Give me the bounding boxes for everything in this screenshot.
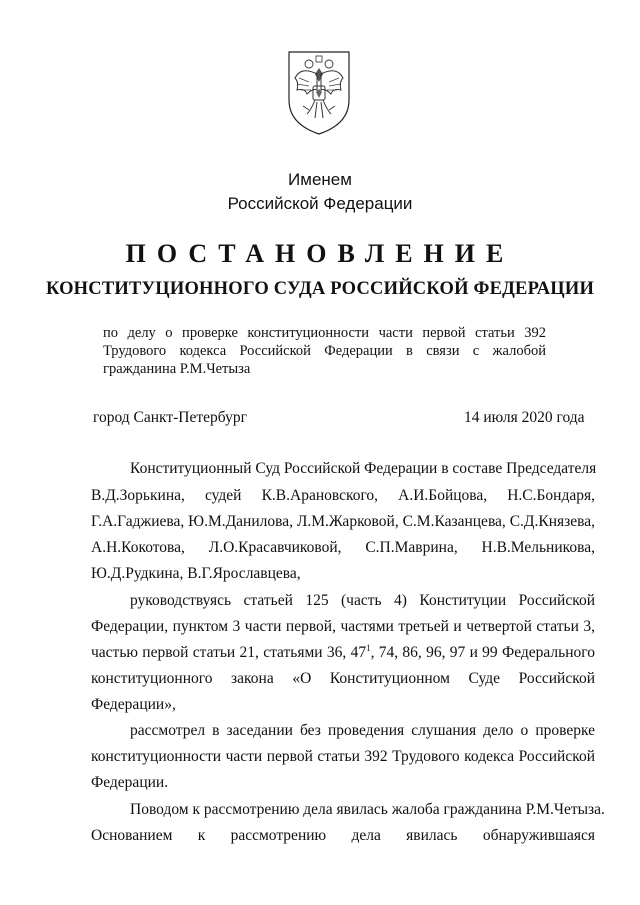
header-line-federation: Российской Федерации xyxy=(227,194,413,213)
russian-coat-of-arms-icon xyxy=(279,48,359,136)
body-text-line: рассмотрел в заседании без проведения слушания дело о проверке xyxy=(130,722,595,739)
case-description-line: Трудового кодекса Российской Федерации в связи с жалобой xyxy=(103,343,546,359)
body-text-line: Основанием к рассмотрению дела явилась обнаружившаяся xyxy=(91,827,595,844)
body-text-line: конституционного закона «О Конституционном Суде Российской xyxy=(91,670,595,687)
case-description-line: гражданина Р.М.Четыза xyxy=(103,361,251,377)
body-text-line: А.Н.Кокотова, Л.О.Красавчиковой, С.П.Маврина, Н.В.Мельникова, xyxy=(91,539,595,556)
document-place: город Санкт-Петербург xyxy=(93,409,247,426)
body-text-line: Поводом к рассмотрению дела явилась жалоба гражданина Р.М.Четыза. xyxy=(130,801,605,818)
body-text-line: Федерации, пунктом 3 части первой, частями третьей и четвертой статьи 3, xyxy=(91,618,595,635)
body-text-line: Федерации. xyxy=(91,774,169,791)
body-text-line: Ю.Д.Рудкина, В.Г.Ярославцева, xyxy=(91,565,301,582)
body-text-line: конституционности части первой статьи 392 Трудового кодекса Российской xyxy=(91,748,595,765)
case-description-line: по делу о проверке конституционности части первой статьи 392 xyxy=(103,325,546,341)
body-text-line-with-superscript xyxy=(91,644,595,662)
document-date: 14 июля 2020 года xyxy=(464,409,585,426)
body-text-line: В.Д.Зорькина, судей К.В.Арановского, А.И.Бойцова, Н.С.Бондаря, xyxy=(91,487,595,504)
document-subtitle: КОНСТИТУЦИОННОГО СУДА РОССИЙСКОЙ ФЕДЕРАЦИИ xyxy=(45,279,595,299)
superscript-number: 1 xyxy=(366,643,371,653)
body-text-line: Г.А.Гаджиева, Ю.М.Данилова, Л.М.Жарковой, С.М.Казанцева, С.Д.Князева, xyxy=(91,513,595,530)
body-text-line: руководствуясь статьей 125 (часть 4) Конституции Российской xyxy=(130,592,595,609)
header-line-by-name: Именем xyxy=(288,170,352,189)
body-text-fragment: частью первой статьи 21, статьями 36, 47 xyxy=(91,644,367,661)
body-text-line: Конституционный Суд Российской Федерации в составе Председателя xyxy=(130,460,597,477)
document-title: ПОСТАНОВЛЕНИЕ xyxy=(125,239,515,268)
body-text-fragment: , 74, 86, 96, 97 и 99 Федерального xyxy=(370,644,595,661)
body-text-line: Федерации», xyxy=(91,696,176,713)
